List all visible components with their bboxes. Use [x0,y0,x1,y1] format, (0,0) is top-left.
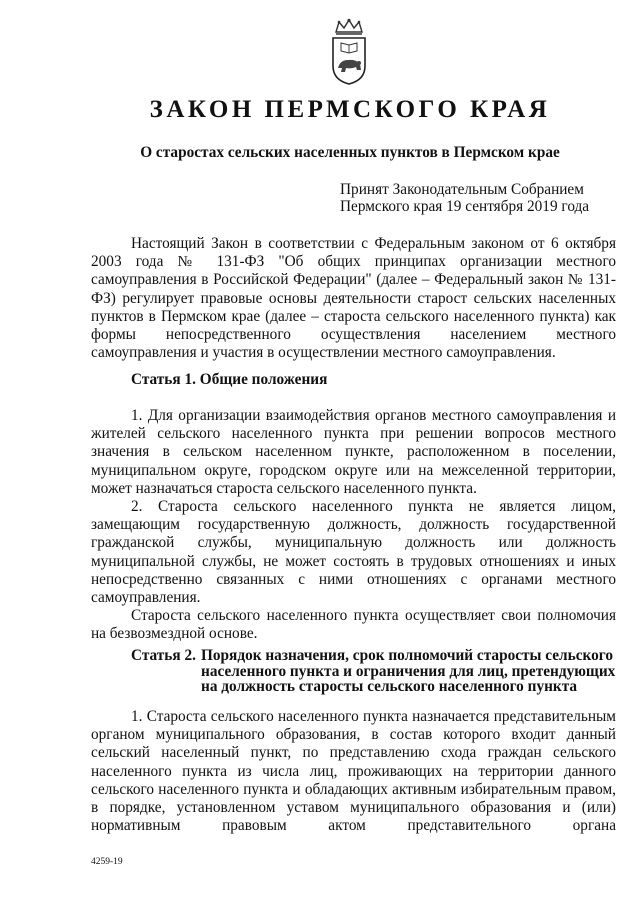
law-subtitle: О старостах сельских населенных пунктов в Пермском крае [140,144,560,161]
article-1-body [91,407,616,644]
law-title: ЗАКОН ПЕРМСКОГО КРАЯ [149,96,551,123]
article-1-paragraph-3: Староста сельского населенного пункта осуществляет свои полномочия на безвозмездной основе. [91,607,616,643]
adoption-line-1: Принят Законодательным Собранием [340,181,584,198]
adoption-line-2: Пермского края 19 сентября 2019 года [340,198,590,215]
article-2-number: Статья 2. [131,647,196,664]
article-2-paragraph-1: 1. Староста сельского населенного пункта назначается представительным органом муниципального образования, в состав которого входит данный сельский населенный пункт, по представлению схода граждан сельского населенного пункта из числа лиц, проживающих на территории данного сельского населенного пункта и обладающих активным избирательным правом, в порядке, установленном уставом муниципального образования и (или) нормативным правовым актом представительного органа [91,708,616,835]
article-2-heading [131,648,621,695]
article-1-paragraph-1: 1. Для организации взаимодействия органов местного самоуправления и жителей сельского населенного пункта при решении вопросов местного значения в сельском населенном пункте, расположенном в поселении, муниципальном округе, городском округе или на межселенной территории, может назначаться староста сельского населенного пункта. [91,407,616,497]
article-1-heading: Статья 1. Общие положения [131,371,328,388]
article-2-heading-line-1: Порядок назначения, срок полномочий старосты сельского [201,647,613,664]
article-2-body [91,708,616,835]
article-2-heading-line-3: на должность старосты сельского населенного пункта [201,678,578,695]
document-code: 4259-19 [91,857,123,867]
article-2-heading-line-2: населенного пункта и ограничения для лиц, претендующих [201,662,616,680]
coat-of-arms-emblem [326,18,372,86]
preamble-block [91,235,616,362]
adoption-note [340,181,630,215]
article-1-paragraph-2: 2. Староста сельского населенного пункта не является лицом, замещающим государственную должность, должность государственной гражданской службы, муниципальную должность или должность муниципальной службы, не может состоять в трудовых отношениях и иных непосредственно связанных с ними отношениях с органами местного самоуправления. [91,498,616,607]
preamble-paragraph: Настоящий Закон в соответствии с Федеральным законом от 6 октября 2003 года № 131-ФЗ "Об общих принципах организации местного самоуправления в Российской Федерации" (далее – Федеральный закон № 131-ФЗ) регулирует правовые основы деятельности старост сельских населенных пунктов в Пермском крае (далее – староста сельского населенного пункта) как формы непосредственного осуществления населением местного самоуправления и участия в осуществлении местного самоуправления. [91,235,616,362]
